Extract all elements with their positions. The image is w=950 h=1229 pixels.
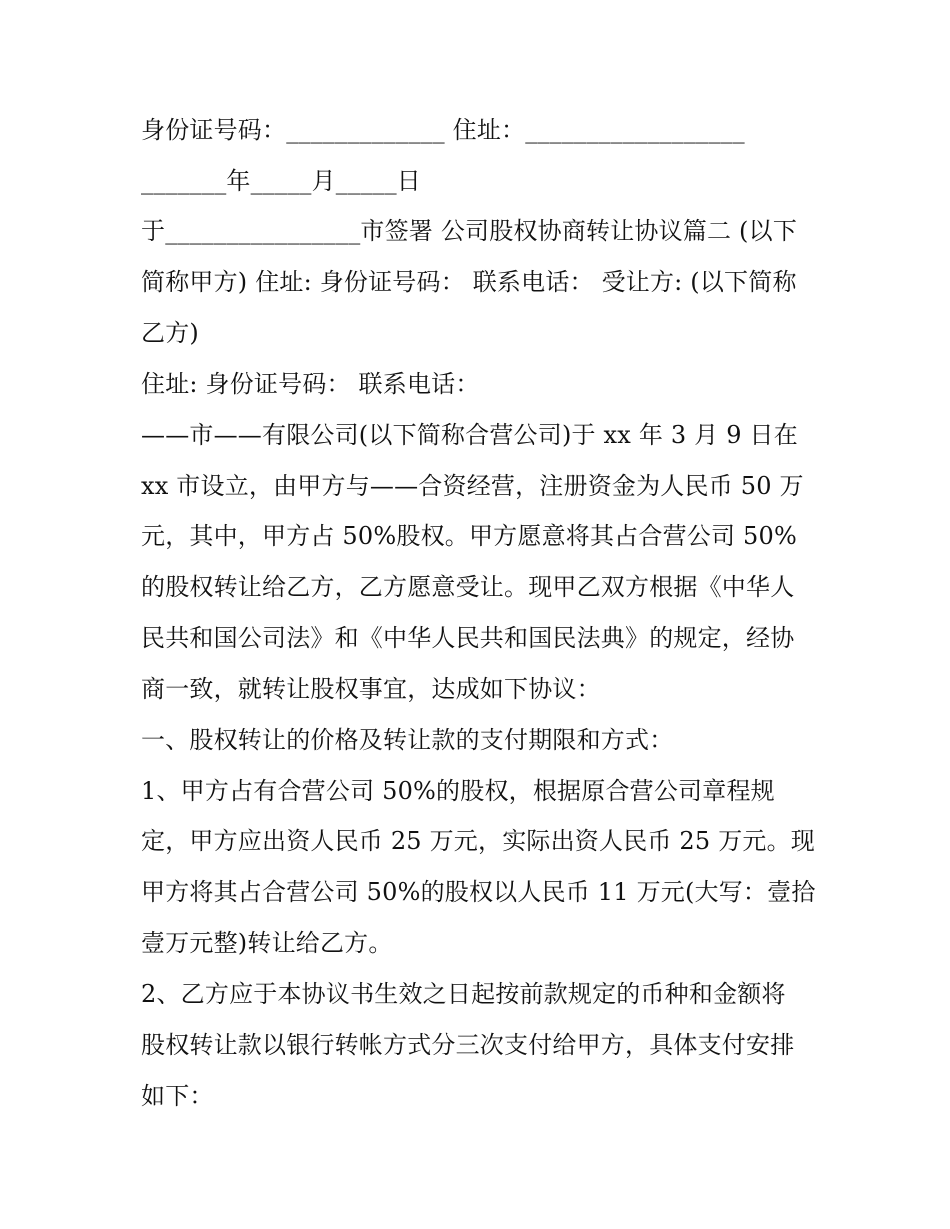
preamble-line-1: ——市——有限公司(以下简称合营公司)于 xx 年 3 月 9 日在 — [141, 421, 798, 449]
preamble-line-2: xx 市设立，由甲方与——合资经营，注册资金为人民币 50 万 — [141, 472, 804, 500]
clause-2-line-2: 股权转让款以银行转帐方式分三次支付给甲方，具体支付安排 — [141, 1031, 795, 1059]
clause-2-line-3: 如下： — [141, 1082, 214, 1110]
clause-1-line-2: 定，甲方应出资人民币 25 万元，实际出资人民币 25 万元。现 — [141, 827, 815, 855]
clause-1-line-1: 1、甲方占有合营公司 50%的股权，根据原合营公司章程规 — [141, 777, 775, 805]
party-b-label-line: 乙方) — [141, 319, 199, 347]
id-address-line: 身份证号码：_____________ 住址：__________________ — [141, 116, 745, 144]
clause-1-line-4: 壹万元整)转让给乙方。 — [141, 929, 393, 957]
party-b-info-line: 住址: 身份证号码： 联系电话： — [141, 370, 480, 398]
party-a-info-line: 简称甲方) 住址: 身份证号码： 联系电话： 受让方: (以下简称 — [141, 268, 797, 296]
preamble-line-4: 的股权转让给乙方，乙方愿意受让。现甲乙双方根据《中华人 — [141, 573, 795, 601]
preamble-line-5: 民共和国公司法》和《中华人民共和国民法典》的规定，经协 — [141, 624, 795, 652]
preamble-line-6: 商一致，就转让股权事宜，达成如下协议： — [141, 675, 601, 703]
date-blank-line: _______年_____月_____日 — [141, 167, 421, 195]
preamble-line-3: 元，其中，甲方占 50%股权。甲方愿意将其占合营公司 50% — [141, 522, 797, 550]
section-heading-1: 一、股权转让的价格及转让款的支付期限和方式： — [141, 726, 674, 754]
clause-1-line-3: 甲方将其占合营公司 50%的股权以人民币 11 万元(大写：壹拾 — [141, 878, 816, 906]
clause-2-line-1: 2、乙方应于本协议书生效之日起按前款规定的币种和金额将 — [141, 980, 786, 1008]
signing-location-line: 于________________市签署 公司股权协商转让协议篇二 (以下 — [141, 217, 798, 245]
